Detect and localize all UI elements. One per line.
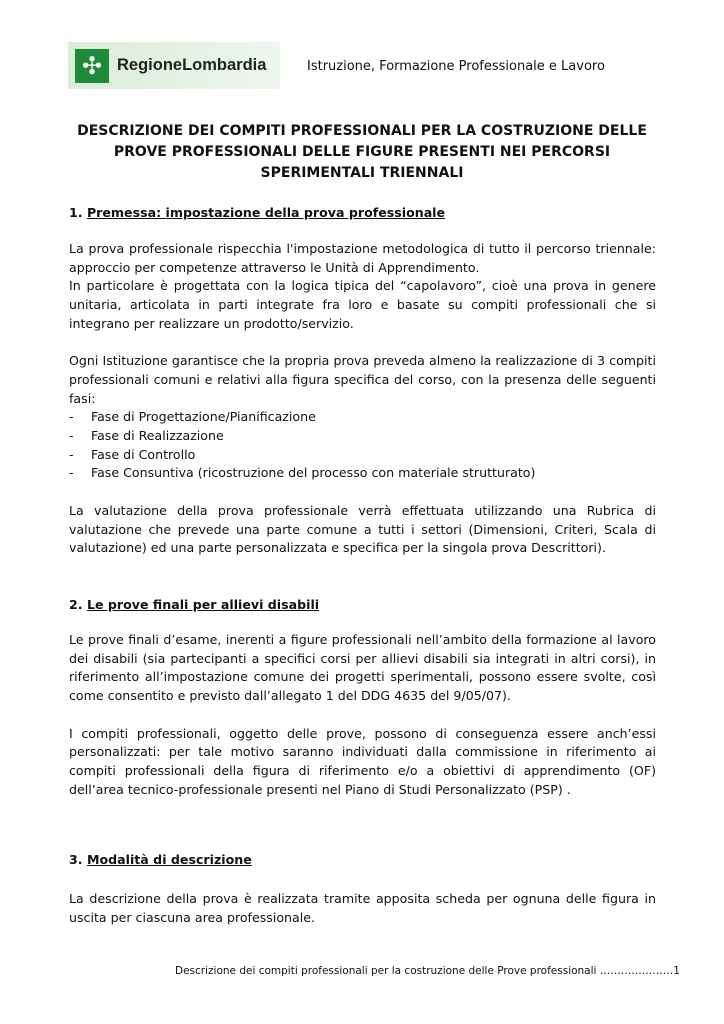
logo-cross-icon: ✣ bbox=[75, 49, 109, 83]
region-logo bbox=[68, 42, 280, 89]
logo-text: RegioneLombardia bbox=[117, 56, 267, 74]
page-title bbox=[60, 121, 664, 184]
section-heading-1: 1. Premessa: impostazione della prova professionale bbox=[69, 205, 446, 220]
title-line: DESCRIZIONE DEI COMPITI PROFESSIONALI PER LA COSTRUZIONE DELLE bbox=[77, 123, 647, 139]
title-line: SPERIMENTALI TRIENNALI bbox=[260, 165, 464, 181]
section-heading-3: 3. Modalità di descrizione bbox=[69, 852, 252, 867]
department-header: Istruzione, Formazione Professionale e Lavoro bbox=[307, 59, 605, 74]
paragraph: Le prove finali d’esame, inerenti a figure professionali nell’ambito della formazione al lavoro dei disabili (sia partecipanti a specifici corsi per allievi disabili sia integrati in altri corsi), in riferimento all’impostazione comune dei progetti sperimentali, possono essere svolte, così come consentito e previsto dall’allegato 1 del DDG 4635 del 9/05/07). bbox=[69, 632, 656, 704]
paragraph: I compiti professionali, oggetto delle prove, possono di conseguenza essere anch’essi personalizzati: per tale motivo saranno individuati dalla commissione in riferimento ai compiti professionali della figura di riferimento e/o a obiettivi di apprendimento (OF) dell’area tecnico-professionale presenti nel Piano di Studi Personalizzato (PSP) . bbox=[69, 725, 656, 797]
paragraph: In particolare è progettata con la logica tipica del “capolavoro”, cioè una prova in genere unitaria, articolata in parti integrate fra loro e basate su compiti professionali che si integrano per realizzare un prodotto/servizio. bbox=[69, 278, 656, 331]
list-item: - Fase Consuntiva (ricostruzione del processo con materiale strutturato) bbox=[69, 464, 656, 483]
section-1-body bbox=[69, 240, 656, 558]
list-item: - Fase di Progettazione/Pianificazione bbox=[69, 408, 656, 427]
paragraph: La prova professionale rispecchia l'impostazione metodologica di tutto il percorso triennale: approccio per competenze attraverso le Unità di Apprendimento. bbox=[69, 241, 656, 275]
section-2-body bbox=[69, 631, 656, 799]
section-heading-2: 2. Le prove finali per allievi disabili bbox=[69, 597, 320, 612]
phase-list bbox=[69, 408, 656, 483]
paragraph: Ogni Istituzione garantisce che la propria prova preveda almeno la realizzazione di 3 compiti professionali comuni e relativi alla figura specifica del corso, con la presenza delle seguenti fasi: bbox=[69, 353, 656, 406]
page-footer: Descrizione dei compiti professionali per la costruzione delle Prove professionali …………………1 bbox=[175, 965, 680, 977]
title-line: PROVE PROFESSIONALI DELLE FIGURE PRESENTI NEI PERCORSI bbox=[113, 144, 611, 160]
list-item: - Fase di Realizzazione bbox=[69, 427, 656, 446]
section-3-body bbox=[69, 890, 656, 927]
paragraph: La descrizione della prova è realizzata tramite apposita scheda per ognuna delle figura in uscita per ciascuna area professionale. bbox=[69, 891, 656, 925]
paragraph: La valutazione della prova professionale verrà effettuata utilizzando una Rubrica di valutazione che prevede una parte comune a tutti i settori (Dimensioni, Criteri, Scala di valutazione) ed una parte personalizzata e specifica per la singola prova Descrittori). bbox=[69, 502, 656, 556]
list-item: - Fase di Controllo bbox=[69, 446, 656, 465]
